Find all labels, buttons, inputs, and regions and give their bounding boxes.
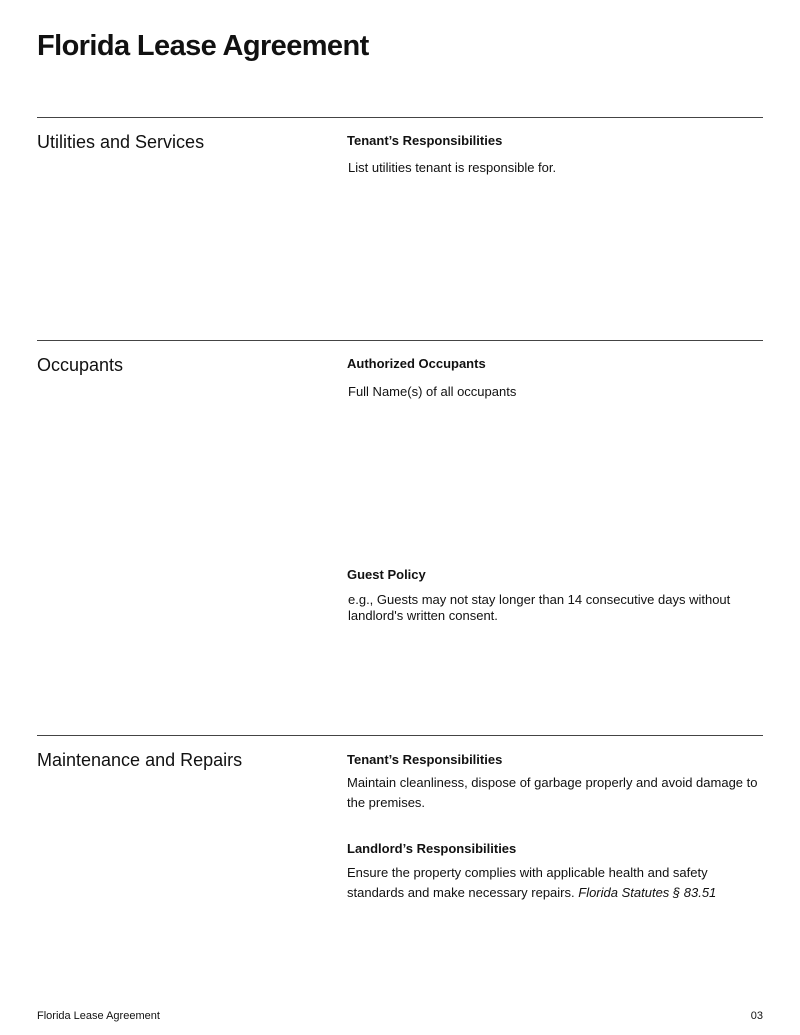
statute-citation: Florida Statutes § 83.51 xyxy=(578,885,717,900)
divider xyxy=(37,735,763,736)
footer-title: Florida Lease Agreement xyxy=(37,1010,160,1022)
divider xyxy=(37,340,763,341)
landlord-responsibilities-label: Landlord’s Responsibilities xyxy=(347,841,517,856)
section-heading-maintenance: Maintenance and Repairs xyxy=(37,750,243,770)
page-title: Florida Lease Agreement xyxy=(37,30,369,62)
authorized-occupants-field[interactable] xyxy=(343,382,763,556)
divider xyxy=(37,117,763,118)
section-heading-utilities: Utilities and Services xyxy=(37,132,205,152)
tenant-responsibilities-text: Maintain cleanliness, dispose of garbage properly and avoid damage to the premises. xyxy=(347,775,758,810)
section-heading-occupants: Occupants xyxy=(37,355,124,375)
guest-policy-label: Guest Policy xyxy=(347,567,426,582)
tenant-responsibilities-label: Tenant’s Responsibilities xyxy=(347,752,503,767)
tenant-responsibilities-label: Tenant’s Responsibilities xyxy=(347,133,503,148)
page-number: 03 xyxy=(750,1010,763,1022)
landlord-responsibilities-text xyxy=(347,863,762,903)
authorized-occupants-label: Authorized Occupants xyxy=(347,356,486,371)
utilities-tenant-field[interactable] xyxy=(343,158,763,332)
landlord-text: Ensure the property complies with applicable health and safety standards and make necessary repairs. xyxy=(347,865,708,900)
guest-policy-field[interactable] xyxy=(343,590,763,714)
